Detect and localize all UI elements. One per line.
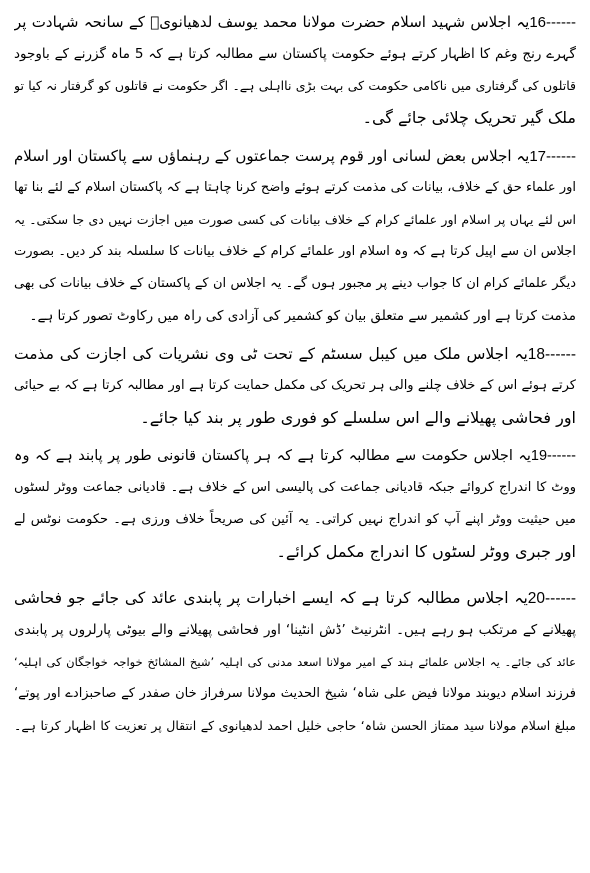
- resolution-19-line-3: میں حیثیت ووٹر اپنے آپ کو اندراج نہیں کراتی۔ یہ آئین کی صریحاً خلاف ورزی ہے۔ حکومت نوٹس لے: [14, 512, 576, 527]
- resolution-20-line-5: مبلغ اسلام مولانا سید ممتاز الحسن شاہ‘ حاجی خلیل احمد لدھیانوی کے انتقال پر تعزیت کا اظہار کرتا ہے۔: [14, 718, 576, 733]
- resolution-16-line-3: قاتلوں کی گرفتاری میں ناکامی حکومت کی بہت بڑی نااہلی ہے۔ اگر حکومت نے قاتلوں کو گرفتار نہ کیا تو: [14, 78, 576, 93]
- resolution-20-line-4: فرزند اسلام دیوبند مولانا فیض علی شاہ‘ شیخ الحدیث مولانا سرفراز خان صفدر کے صاحبزادے اور پوتے‘: [14, 686, 576, 701]
- resolution-18-line-3: اور فحاشی پھیلانے والے اس سلسلے کو فوری طور پر بند کیا جائے۔: [140, 408, 576, 427]
- resolution-19: [14, 440, 576, 568]
- resolution-18-text-1: یہ اجلاس ملک میں کیبل سسٹم کے تحت ٹی وی نشریات کی اجازت کی مذمت: [14, 345, 528, 363]
- resolution-20-text-1: یہ اجلاس مطالبہ کرتا ہے کہ ایسے اخبارات پر پابندی عائد کی جائے جو فحاشی: [14, 589, 528, 607]
- resolution-20-number: 20------: [527, 590, 576, 607]
- resolution-18-line-1: [14, 338, 576, 370]
- resolution-19-line-2: ووٹ کا اندراج کروائے جبکہ قادیانی جماعت کی پالیسی اس کے خلاف ہے۔ قادیانی جماعت ووٹر لسٹوں: [14, 480, 576, 495]
- resolution-20: [14, 582, 576, 742]
- resolution-17-line-2: اور علماء حق کے خلاف، بیانات کی مذمت کرتے ہوئے واضح کرنا چاہتا ہے کہ پاکستان اسلام کے لئے بنا تھا: [14, 180, 576, 195]
- resolution-17: [14, 140, 576, 332]
- resolution-16-text-1: یہ اجلاس شہید اسلام حضرت مولانا محمد یوسف لدھیانویؒ کے سانحہ شہادت پر: [14, 13, 530, 31]
- resolution-17-number: 17------: [529, 148, 576, 165]
- resolution-17-line-4: اجلاس ان سے اپیل کرتا ہے کہ وہ اسلام اور علمائے کرام کے خلاف بیانات کا سلسلہ بند کر دیں۔ بصورت: [14, 244, 576, 259]
- resolution-20-line-1: [14, 582, 576, 614]
- resolution-19-text-1: یہ اجلاس حکومت سے مطالبہ کرتا ہے کہ ہر پاکستان قانونی طور پر پابند ہے کہ وہ: [14, 448, 531, 464]
- resolution-19-number: 19------: [530, 448, 576, 464]
- resolution-20-line-2: پھیلانے کے مرتکب ہو رہے ہیں۔ انٹرنیٹ ’ڈش انٹینا‘ اور فحاشی پھیلانے والے بیوٹی پارلروں پر پابندی: [14, 622, 576, 638]
- resolution-16-line-4: ملک گیر تحریک چلائی جائے گی۔: [362, 108, 576, 127]
- paragraph-gap: [14, 568, 576, 582]
- resolution-16-line-2: گہرے رنج وغم کا اظہار کرتے ہوئے حکومت پاکستان سے مطالبہ کرتا ہے کہ 5 ماہ گزرنے کے باوجود: [14, 46, 576, 62]
- resolution-17-line-3: اس لئے یہاں پر اسلام اور علمائے کرام کے خلاف بیانات کی کسی صورت میں اجازت نہیں دی جا سکتی۔ یہ: [14, 212, 576, 227]
- resolution-18: [14, 338, 576, 434]
- resolution-16-number: 16------: [529, 14, 576, 31]
- resolution-19-line-1: [14, 440, 576, 472]
- resolution-19-line-4: اور جبری ووٹر لسٹوں کا اندراج مکمل کرائے۔: [276, 542, 576, 561]
- resolution-16: [14, 6, 576, 134]
- resolution-20-line-3: عائد کی جائے۔ یہ اجلاس علمائے ہند کے امیر مولانا اسعد مدنی کی اہلیہ ’شیخ المشائخ خواجہ خواجگان کی اہلیہ‘: [14, 655, 576, 669]
- resolution-17-line-1: [14, 140, 576, 172]
- resolution-17-line-6: مذمت کرتا ہے اور کشمیر سے متعلق بیان کو کشمیر کی آزادی کی راہ میں رکاوٹ تصور کرتا ہے۔: [29, 308, 576, 324]
- resolution-16-line-1: [14, 6, 576, 38]
- resolution-18-line-2: کرتے ہوئے اس کے خلاف چلنے والی ہر تحریک کی مکمل حمایت کرتا ہے اور مطالبہ کرتا ہے کہ بے حیائی: [14, 378, 576, 393]
- resolution-18-number: 18------: [527, 346, 576, 363]
- resolution-17-text-1: یہ اجلاس بعض لسانی اور قوم پرست جماعتوں کے رہنماؤں سے پاکستان اور اسلام: [14, 147, 530, 165]
- resolution-17-line-5: دیگر علمائے کرام ان کا جواب دینے پر مجبور ہوں گے۔ یہ اجلاس ان کے پاکستان کے خلاف بیانات کی بھی: [14, 276, 576, 291]
